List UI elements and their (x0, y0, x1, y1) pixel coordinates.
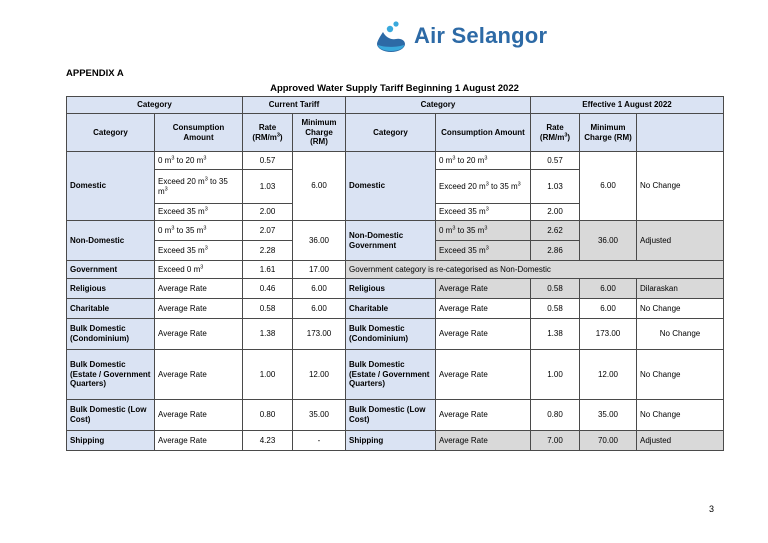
rate-cell: 0.80 (243, 400, 293, 431)
cubic-superscript: 3 (484, 155, 488, 162)
tier-cell: Average Rate (155, 350, 243, 400)
new-min-charge-cell: 35.00 (580, 400, 637, 431)
min-charge-cell: 6.00 (293, 279, 346, 299)
rate-cell: 1.00 (243, 350, 293, 400)
cubic-superscript: 3 (276, 131, 280, 138)
tier-cell: Average Rate (155, 319, 243, 350)
tier-cell: 0 $m^3$ to 35 $m^3$ (155, 221, 243, 241)
table-row-bulk-condominium (67, 319, 724, 350)
category-bulk-low-cost: Bulk Domestic (Low Cost) (67, 400, 155, 431)
table-row-bulk-estate (67, 350, 724, 400)
new-tier-cell: 0 $m^3$ to 20 $m^3$ (436, 152, 531, 170)
new-category-bulk-condominium: Bulk Domestic (Condominium) (346, 319, 436, 350)
col-header-consumption: Consumption Amount (155, 114, 243, 152)
cubic-superscript: 3 (484, 225, 488, 232)
rate-cell: 2.00 (243, 204, 293, 221)
remark-cell: Adjusted (637, 431, 724, 451)
category-religious: Religious (67, 279, 155, 299)
remark-cell: Adjusted (637, 221, 724, 261)
new-min-charge-cell: 6.00 (580, 299, 637, 319)
col-header-new-consumption: Consumption Amount (436, 114, 531, 152)
rate-cell: 1.61 (243, 261, 293, 279)
new-tier-cell: Exceed 35 $m^3$ (436, 241, 531, 261)
remark-cell: No Change (637, 400, 724, 431)
new-category-religious: Religious (346, 279, 436, 299)
cubic-superscript: 3 (204, 245, 208, 252)
remark-cell: Dilaraskan (637, 279, 724, 299)
new-rate-cell: 1.00 (531, 350, 580, 400)
group-header-effective: Effective 1 August 2022 (531, 97, 724, 114)
group-header-category-current: Category (67, 97, 243, 114)
table-row-domestic-1 (67, 152, 724, 170)
new-rate-cell: 0.58 (531, 299, 580, 319)
cubic-superscript: 3 (485, 181, 489, 188)
cubic-superscript: 3 (485, 206, 489, 213)
min-charge-cell: 6.00 (293, 152, 346, 221)
tier-cell: Exceed 0 $m^3$ (155, 261, 243, 279)
col-header-category: Category (67, 114, 155, 152)
cubic-superscript: 3 (564, 131, 568, 138)
category-bulk-condominium: Bulk Domestic (Condominium) (67, 319, 155, 350)
new-rate-cell: 1.38 (531, 319, 580, 350)
new-tier-cell: Average Rate (436, 299, 531, 319)
col-header-remark (637, 114, 724, 152)
new-min-charge-cell: 70.00 (580, 431, 637, 451)
new-category-non-domestic-government: Non-Domestic Government (346, 221, 436, 261)
new-tier-cell: Average Rate (436, 319, 531, 350)
new-category-charitable: Charitable (346, 299, 436, 319)
min-charge-cell: 12.00 (293, 350, 346, 400)
rate-cell: 2.28 (243, 241, 293, 261)
table-row-government (67, 261, 724, 279)
document-title: Approved Water Supply Tariff Beginning 1 August 2022 (270, 83, 519, 94)
table-row-bulk-low-cost (67, 400, 724, 431)
tier-cell: Average Rate (155, 431, 243, 451)
new-tier-cell: Average Rate (436, 400, 531, 431)
new-min-charge-cell: 173.00 (580, 319, 637, 350)
tier-cell: Average Rate (155, 299, 243, 319)
rate-cell: 0.57 (243, 152, 293, 170)
col-header-new-min-charge: Minimum Charge (RM) (580, 114, 637, 152)
cubic-superscript: 3 (171, 225, 175, 232)
min-charge-cell: - (293, 431, 346, 451)
min-charge-cell: 173.00 (293, 319, 346, 350)
cubic-superscript: 3 (203, 225, 207, 232)
new-rate-cell: 2.00 (531, 204, 580, 221)
min-charge-cell: 36.00 (293, 221, 346, 261)
tier-cell: 0 $m^3$ to 20 $m^3$ (155, 152, 243, 170)
new-tier-cell: Exceed 35 $m^3$ (436, 204, 531, 221)
cubic-superscript: 3 (485, 245, 489, 252)
cubic-superscript: 3 (452, 155, 456, 162)
cubic-superscript: 3 (200, 264, 204, 271)
group-header-current-tariff: Current Tariff (243, 97, 346, 114)
remark-cell: No Change (637, 350, 724, 400)
remark-cell: No Change (637, 152, 724, 221)
new-rate-cell: 7.00 (531, 431, 580, 451)
category-shipping: Shipping (67, 431, 155, 451)
tier-cell: Exceed 35 $m^3$ (155, 204, 243, 221)
category-domestic: Domestic (67, 152, 155, 221)
table-row-charitable (67, 299, 724, 319)
new-rate-cell: 0.57 (531, 152, 580, 170)
category-non-domestic: Non-Domestic (67, 221, 155, 261)
col-header-rate: Rate $(RM/m^3)$ (243, 114, 293, 152)
new-rate-cell: 2.86 (531, 241, 580, 261)
rate-cell: 4.23 (243, 431, 293, 451)
new-rate-cell: 1.03 (531, 170, 580, 204)
new-rate-cell: 0.58 (531, 279, 580, 299)
new-min-charge-cell: 12.00 (580, 350, 637, 400)
brand-logo (374, 16, 547, 56)
new-tier-cell: Average Rate (436, 350, 531, 400)
min-charge-cell: 17.00 (293, 261, 346, 279)
cubic-superscript: 3 (517, 181, 521, 188)
brand-name: Air Selangor (414, 23, 548, 48)
category-charitable: Charitable (67, 299, 155, 319)
min-charge-cell: 35.00 (293, 400, 346, 431)
table-row-religious (67, 279, 724, 299)
tariff-table (66, 96, 724, 451)
col-header-new-category: Category (346, 114, 436, 152)
table-row-non-domestic-1 (67, 221, 724, 241)
tier-cell: Exceed 35 $m^3$ (155, 241, 243, 261)
new-min-charge-cell: 36.00 (580, 221, 637, 261)
new-rate-cell: 2.62 (531, 221, 580, 241)
new-min-charge-cell: 6.00 (580, 152, 637, 221)
new-tier-cell: Exceed 20 $m^3$ to 35 $m^3$ (436, 170, 531, 204)
new-tier-cell: Average Rate (436, 279, 531, 299)
category-bulk-estate: Bulk Domestic (Estate / Government Quarters) (67, 350, 155, 400)
col-header-min-charge: Minimum Charge (RM) (293, 114, 346, 152)
tier-cell: Exceed 20 $m^3$ to 35 $m^3$ (155, 170, 243, 204)
category-government: Government (67, 261, 155, 279)
tier-cell: Average Rate (155, 400, 243, 431)
remark-cell: No Change (637, 319, 724, 350)
page-number: 3 (709, 504, 715, 514)
col-header-new-rate: Rate $(RM/m^3)$ (531, 114, 580, 152)
new-category-domestic: Domestic (346, 152, 436, 221)
table-row-shipping (67, 431, 724, 451)
new-tier-cell: Average Rate (436, 431, 531, 451)
cubic-superscript: 3 (171, 155, 175, 162)
new-category-shipping: Shipping (346, 431, 436, 451)
new-category-bulk-estate: Bulk Domestic (Estate / Government Quarters) (346, 350, 436, 400)
tier-cell: Average Rate (155, 279, 243, 299)
remark-cell: No Change (637, 299, 724, 319)
min-charge-cell: 6.00 (293, 299, 346, 319)
appendix-label: APPENDIX A (66, 68, 124, 79)
new-min-charge-cell: 6.00 (580, 279, 637, 299)
group-header-category-new: Category (346, 97, 531, 114)
cubic-superscript: 3 (164, 185, 168, 192)
rate-cell: 0.58 (243, 299, 293, 319)
recategorised-note: Government category is re-categorised as Non-Domestic (346, 261, 724, 279)
rate-cell: 2.07 (243, 221, 293, 241)
new-rate-cell: 0.80 (531, 400, 580, 431)
new-tier-cell: 0 $m^3$ to 35 $m^3$ (436, 221, 531, 241)
new-category-bulk-low-cost: Bulk Domestic (Low Cost) (346, 400, 436, 431)
cubic-superscript: 3 (452, 225, 456, 232)
cubic-superscript: 3 (204, 206, 208, 213)
rate-cell: 1.03 (243, 170, 293, 204)
rate-cell: 1.38 (243, 319, 293, 350)
cubic-superscript: 3 (203, 155, 207, 162)
water-drop-logo-icon (374, 20, 408, 52)
rate-cell: 0.46 (243, 279, 293, 299)
cubic-superscript: 3 (204, 176, 208, 183)
